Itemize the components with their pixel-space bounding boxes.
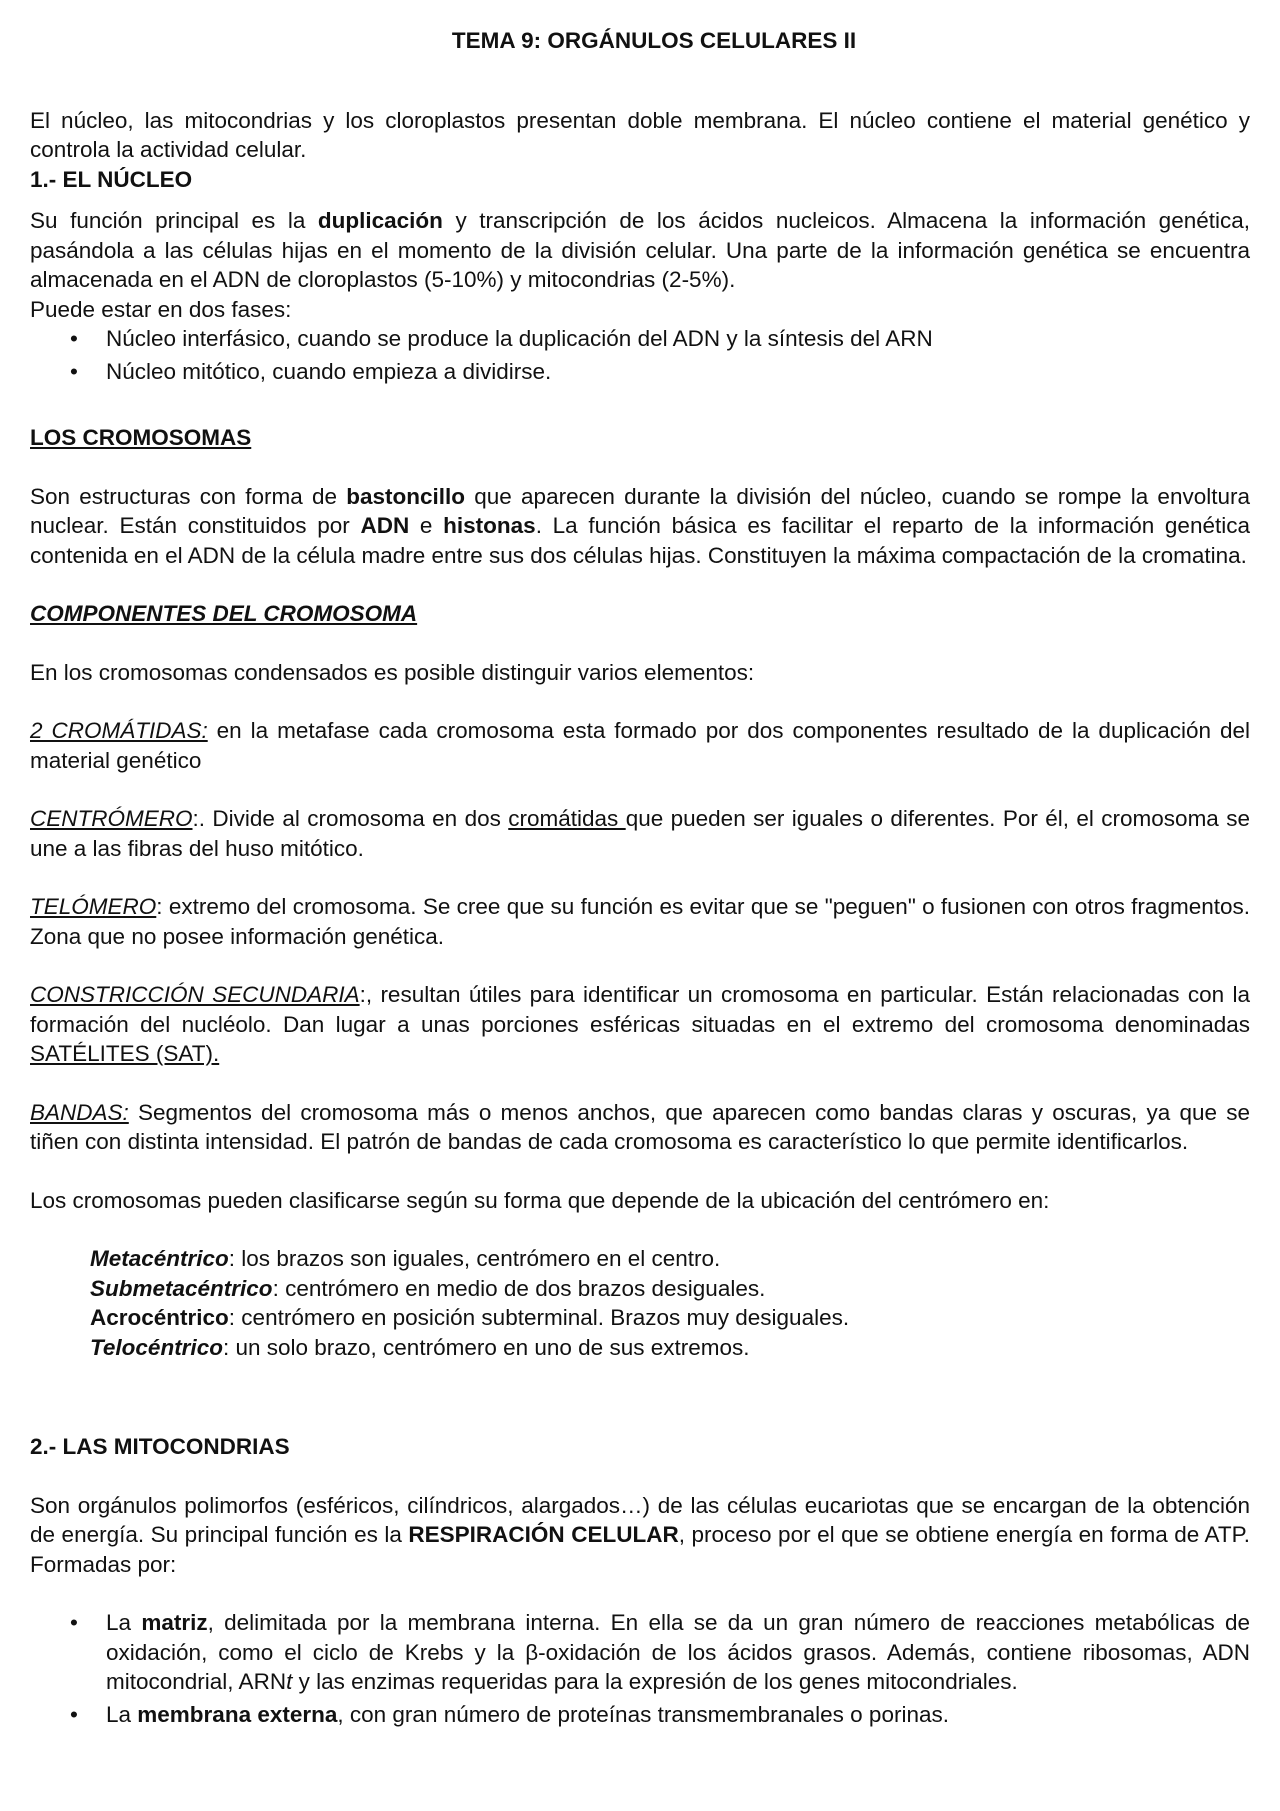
list-item: • Núcleo mitótico, cuando empieza a dividirse. bbox=[30, 357, 1250, 387]
list-item: • La matriz, delimitada por la membrana interna. En ella se da un gran número de reacciones metabólicas de oxidación, como el ciclo de Krebs y la β-oxidación de los ácidos grasos. Además, contiene ribosomas, ADN mitocondrial, ARNt y las enzimas requeridas para la expresión de los genes mitocondriales. bbox=[70, 1610, 1251, 1694]
section-heading-nucleo: 1.- EL NÚCLEO bbox=[30, 166, 193, 192]
list-item: Acrocéntrico: centrómero en posición subterminal. Brazos muy desiguales. bbox=[90, 1305, 850, 1330]
cromatidas-paragraph: 2 CROMÁTIDAS: en la metafase cada cromosoma esta formado por dos componentes resultado de la duplicación del material genético bbox=[30, 718, 1250, 773]
page-title: TEMA 9: ORGÁNULOS CELULARES II bbox=[451, 28, 857, 53]
componentes-intro: En los cromosomas condensados es posible distinguir varios elementos: bbox=[30, 659, 755, 685]
clasificacion-intro: Los cromosomas pueden clasificarse según su forma que depende de la ubicación del centrómero en: bbox=[30, 1187, 1050, 1213]
intro-paragraph: El núcleo, las mitocondrias y los cloroplastos presentan doble membrana. El núcleo contiene el material genético y controla la actividad celular. bbox=[30, 107, 1250, 162]
section-heading-componentes: COMPONENTES DEL CROMOSOMA bbox=[30, 601, 418, 626]
nucleo-paragraph: Su función principal es la duplicación y transcripción de los ácidos nucleicos. Almacena la información genética, pasándola a las células hijas en el momento de la división celular. Una parte de la información genética se encuentra almacenada en el ADN de cloroplastos (5-10%) y mitocondrias (2-5%). bbox=[30, 208, 1251, 292]
fases-list bbox=[30, 324, 1250, 386]
list-item: Metacéntrico: los brazos son iguales, centrómero en el centro. bbox=[90, 1246, 721, 1271]
list-item: • Núcleo interfásico, cuando se produce la duplicación del ADN y la síntesis del ARN bbox=[30, 324, 1250, 354]
list-item: • La membrana externa, con gran número de proteínas transmembranales o porinas. bbox=[30, 1700, 1250, 1730]
list-item: Submetacéntrico: centrómero en medio de dos brazos desiguales. bbox=[90, 1275, 766, 1301]
constriccion-paragraph: CONSTRICCIÓN SECUNDARIA:, resultan útiles para identificar un cromosoma en particular. Están relacionadas con la formación del nucléolo. Dan lugar a unas porciones esféricas situadas en el extremo del cromosoma denominadas SATÉLITES (SAT). bbox=[30, 982, 1250, 1066]
telomero-paragraph: TELÓMERO: extremo del cromosoma. Se cree que su función es evitar que se "peguen" o fusionen con otros fragmentos. Zona que no posee información genética. bbox=[30, 894, 1250, 949]
mitocondrias-list bbox=[30, 1608, 1250, 1729]
section-heading-cromosomas: LOS CROMOSOMAS bbox=[30, 425, 252, 450]
bullet-icon: • bbox=[70, 1610, 78, 1635]
bullet-icon: • bbox=[70, 326, 78, 351]
tipos-list bbox=[30, 1244, 1250, 1362]
cromosomas-paragraph: Son estructuras con forma de bastoncillo que aparecen durante la división del núcleo, cuando se rompe la envoltura nuclear. Están constituidos por ADN e histonas. La función básica es facilitar el reparto de la información genética contenida en el ADN de la célula madre entre sus dos células hijas. Constituyen la máxima compactación de la cromatina. bbox=[30, 483, 1250, 568]
bullet-icon: • bbox=[70, 358, 78, 384]
bullet-icon: • bbox=[70, 1701, 78, 1727]
fases-intro: Puede estar en dos fases: bbox=[30, 296, 292, 322]
centromero-paragraph: CENTRÓMERO:. Divide al cromosoma en dos cromátidas que pueden ser iguales o diferentes. Por él, el cromosoma se une a las fibras del huso mitótico. bbox=[30, 806, 1250, 861]
list-item: Telocéntrico: un solo brazo, centrómero en uno de sus extremos. bbox=[90, 1334, 750, 1360]
section-heading-mitocondrias: 2.- LAS MITOCONDRIAS bbox=[30, 1434, 290, 1459]
bandas-paragraph: BANDAS: Segmentos del cromosoma más o menos anchos, que aparecen como bandas claras y oscuras, ya que se tiñen con distinta intensidad. El patrón de bandas de cada cromosoma es característico lo que permite identificarlos. bbox=[30, 1099, 1250, 1154]
mitocondrias-paragraph: Son orgánulos polimorfos (esféricos, cilíndricos, alargados…) de las células eucariotas que se encargan de la obtención de energía. Su principal función es la RESPIRACIÓN CELULAR, proceso por el que se obtiene energía en forma de ATP. Formadas por: bbox=[30, 1492, 1250, 1577]
